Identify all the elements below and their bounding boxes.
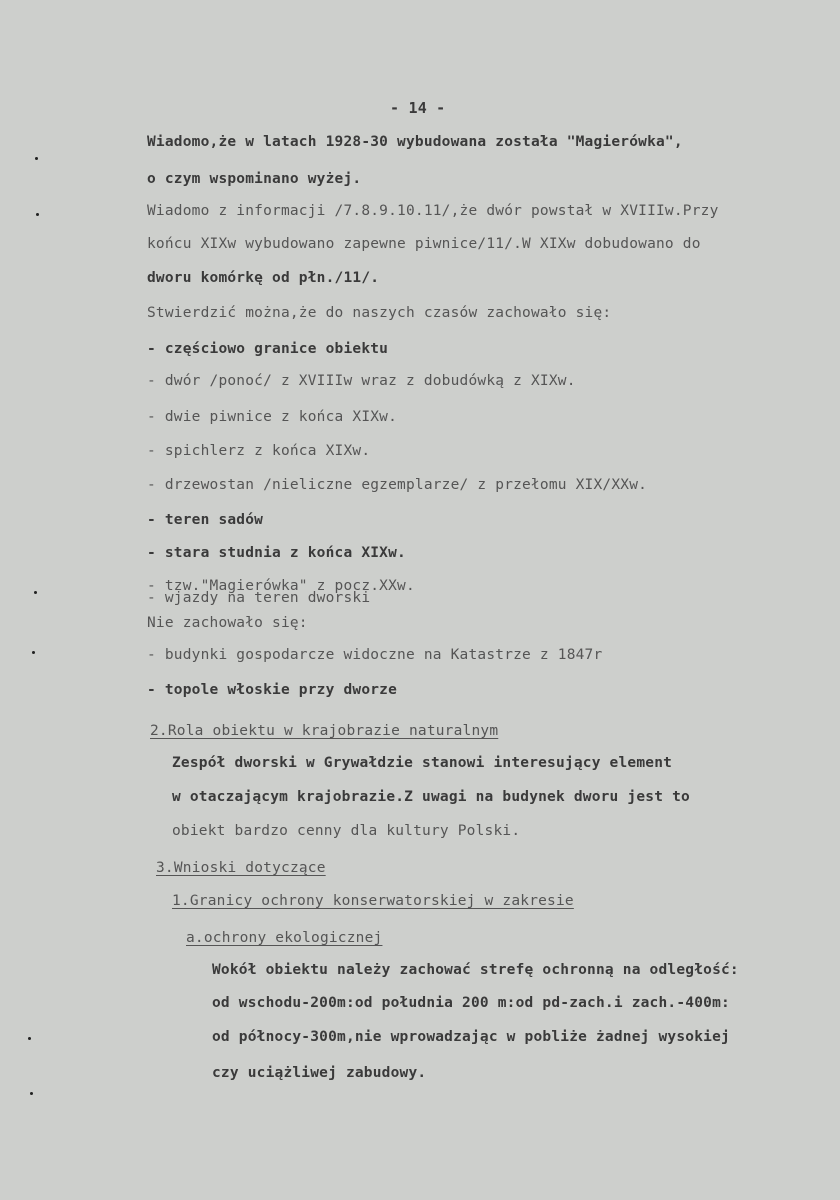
text-line: od wschodu-200m:od południa 200 m:od pd-zach.i zach.-400m:	[212, 995, 730, 1011]
list-item-overstruck: - wjazdy na teren dworski	[147, 590, 371, 606]
text-line: o czym wspominano wyżej.	[147, 171, 362, 187]
list-item: - budynki gospodarcze widoczne na Katastrze z 1847r	[147, 647, 603, 663]
text-line: Stwierdzić można,że do naszych czasów zachowało się:	[147, 305, 612, 321]
subsection-heading: a.ochrony ekologicznej	[186, 930, 383, 946]
text-line: dworu komórkę od płn./11/.	[147, 270, 380, 286]
margin-mark	[36, 213, 39, 216]
list-item: - spichlerz z końca XIXw.	[147, 443, 371, 459]
text-line: Zespół dworski w Grywałdzie stanowi interesujący element	[172, 755, 673, 771]
text-line: Wokół obiektu należy zachować strefę ochronną na odległość:	[212, 962, 739, 978]
text-line: od północy-300m,nie wprowadzając w pobliże żadnej wysokiej	[212, 1029, 730, 1045]
margin-mark	[35, 157, 38, 160]
subsection-heading: 1.Granicy ochrony konserwatorskiej w zakresie	[172, 893, 574, 909]
text-line: Nie zachowało się:	[147, 615, 308, 631]
text-line: czy uciążliwej zabudowy.	[212, 1065, 427, 1081]
text-line: obiekt bardzo cenny dla kultury Polski.	[172, 823, 521, 839]
list-item: - stara studnia z końca XIXw.	[147, 545, 406, 561]
margin-mark	[28, 1037, 31, 1040]
margin-mark	[34, 591, 37, 594]
list-item: - topole włoskie przy dworze	[147, 682, 398, 698]
text-line: w otaczającym krajobrazie.Z uwagi na budynek dworu jest to	[172, 789, 690, 805]
margin-mark	[32, 651, 35, 654]
list-item-overstruck: - tzw."Magierówka" z pocz.XXw.	[147, 578, 415, 594]
section-heading: 3.Wnioski dotyczące	[156, 860, 326, 876]
list-item: - dwie piwnice z końca XIXw.	[147, 409, 398, 425]
page-number: - 14 -	[390, 99, 446, 117]
margin-mark	[30, 1092, 33, 1095]
list-item: - częściowo granice obiektu	[147, 341, 389, 357]
list-item: - drzewostan /nieliczne egzemplarze/ z przełomu XIX/XXw.	[147, 477, 648, 493]
text-line: Wiadomo,że w latach 1928-30 wybudowana została "Magierówka",	[147, 134, 683, 150]
list-item: - dwór /ponoć/ z XVIIIw wraz z dobudówką z XIXw.	[147, 373, 576, 389]
text-line: końcu XIXw wybudowano zapewne piwnice/11/.W XIXw dobudowano do	[147, 236, 701, 252]
text-line: Wiadomo z informacji /7.8.9.10.11/,że dwór powstał w XVIIIw.Przy	[147, 203, 719, 219]
section-heading: 2.Rola obiektu w krajobrazie naturalnym	[150, 723, 499, 739]
list-item: - teren sadów	[147, 512, 264, 528]
